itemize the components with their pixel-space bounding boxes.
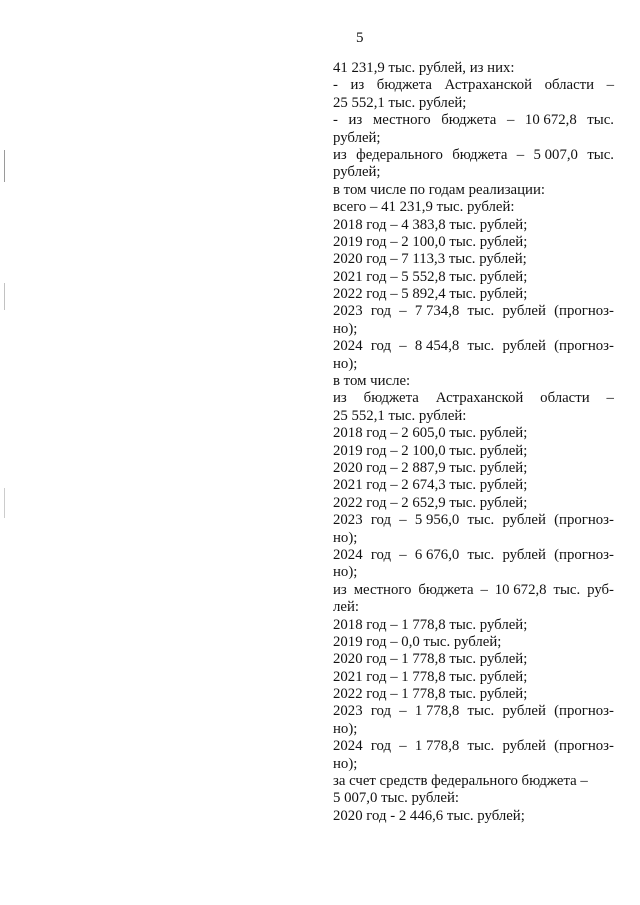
text-fragment: рублей	[502, 303, 546, 320]
text-fragment: области	[544, 77, 595, 94]
text-fragment: Астраханской	[435, 390, 524, 407]
text-fragment: рублей	[502, 512, 546, 529]
text-fragment: 2018 год – 1 778,8 тыс. рублей;	[333, 616, 528, 633]
text-line	[333, 790, 614, 807]
text-fragment: бюджета	[363, 390, 419, 407]
text-line	[333, 460, 614, 477]
text-fragment: местного	[353, 581, 412, 598]
text-line	[333, 321, 614, 338]
text-fragment: 2021 год – 1 778,8 тыс. рублей;	[333, 668, 528, 685]
text-fragment: тыс.	[553, 581, 581, 598]
text-fragment: тыс.	[587, 112, 614, 129]
text-fragment: всего – 41 231,9 тыс. рублей:	[333, 199, 515, 216]
text-fragment: из	[333, 390, 347, 407]
scan-artifact-mark	[4, 488, 5, 518]
text-fragment: (прогноз-	[554, 512, 614, 529]
text-line	[333, 356, 614, 373]
text-fragment: 2021 год – 5 552,8 тыс. рублей;	[333, 268, 528, 285]
text-line	[333, 60, 614, 77]
text-fragment: 2023	[333, 512, 363, 529]
text-line	[333, 669, 614, 686]
text-fragment: 25 552,1 тыс. рублей:	[333, 407, 467, 424]
text-fragment: 10 672,8	[524, 112, 577, 129]
text-line	[333, 425, 614, 442]
text-fragment: тыс.	[467, 738, 495, 755]
text-fragment: -	[333, 112, 338, 129]
text-fragment: –	[399, 512, 407, 529]
text-line	[333, 269, 614, 286]
text-line	[333, 512, 614, 529]
text-fragment: бюджета	[418, 581, 474, 598]
text-fragment: –	[399, 546, 407, 563]
text-fragment: (прогноз-	[554, 303, 614, 320]
text-line	[333, 95, 614, 112]
text-fragment: 10 672,8	[494, 581, 547, 598]
text-fragment: рублей;	[333, 129, 381, 146]
text-line	[333, 582, 614, 599]
text-fragment: в том числе:	[333, 373, 411, 390]
text-fragment: но);	[333, 755, 358, 772]
text-fragment: год	[370, 703, 392, 720]
text-line	[333, 164, 614, 181]
text-fragment: но);	[333, 564, 358, 581]
text-line	[333, 112, 614, 129]
text-line	[333, 530, 614, 547]
text-fragment: бюджета	[452, 146, 508, 163]
text-line	[333, 634, 614, 651]
text-fragment: но);	[333, 355, 358, 372]
text-fragment: год	[370, 338, 392, 355]
text-fragment: (прогноз-	[554, 703, 614, 720]
text-fragment: 2024	[333, 546, 363, 563]
text-fragment: 2018 год – 2 605,0 тыс. рублей;	[333, 425, 528, 442]
text-fragment: тыс.	[467, 303, 495, 320]
text-line	[333, 617, 614, 634]
text-fragment: –	[606, 390, 614, 407]
text-line	[333, 408, 614, 425]
text-fragment: 2024	[333, 338, 363, 355]
text-fragment: 2020 год – 7 113,3 тыс. рублей;	[333, 251, 527, 268]
text-line	[333, 721, 614, 738]
text-line	[333, 303, 614, 320]
text-line	[333, 251, 614, 268]
text-fragment: –	[480, 581, 488, 598]
text-line	[333, 182, 614, 199]
text-line	[333, 147, 614, 164]
text-fragment: 2020 год – 2 887,9 тыс. рублей;	[333, 459, 528, 476]
text-line	[333, 756, 614, 773]
text-fragment: но);	[333, 529, 358, 546]
text-fragment: 2024	[333, 738, 363, 755]
text-line	[333, 286, 614, 303]
text-fragment: за счет средств федерального бюджета –	[333, 773, 588, 790]
text-fragment: но);	[333, 320, 358, 337]
text-fragment: 5 007,0 тыс. рублей:	[333, 790, 460, 807]
text-fragment: 1 778,8	[414, 703, 460, 720]
text-fragment: –	[399, 738, 407, 755]
text-fragment: но);	[333, 720, 358, 737]
text-fragment: 25 552,1 тыс. рублей;	[333, 94, 467, 111]
text-fragment: (прогноз-	[554, 738, 614, 755]
text-fragment: 7 734,8	[414, 303, 460, 320]
page-number: 5	[356, 30, 364, 46]
text-fragment: тыс.	[587, 146, 614, 163]
text-fragment: 1 778,8	[414, 738, 460, 755]
text-line	[333, 338, 614, 355]
text-fragment: рублей;	[333, 164, 381, 181]
text-line	[333, 547, 614, 564]
scan-artifact-mark	[4, 150, 5, 182]
text-line	[333, 703, 614, 720]
text-fragment: лей:	[333, 599, 359, 616]
text-line	[333, 599, 614, 616]
text-line	[333, 77, 614, 94]
text-fragment: 2020 год - 2 446,6 тыс. рублей;	[333, 807, 525, 824]
text-line	[333, 373, 614, 390]
text-fragment: 41 231,9 тыс. рублей, из них:	[333, 60, 515, 76]
text-line	[333, 564, 614, 581]
text-line	[333, 738, 614, 755]
text-line	[333, 199, 614, 216]
text-fragment: 2019 год – 0,0 тыс. рублей;	[333, 633, 502, 650]
text-line	[333, 651, 614, 668]
text-fragment: из	[333, 146, 347, 163]
text-fragment: 5 956,0	[414, 512, 460, 529]
text-fragment: 5 007,0	[533, 146, 578, 163]
text-line	[333, 130, 614, 147]
text-fragment: год	[370, 546, 392, 563]
text-fragment: 2018 год – 4 383,8 тыс. рублей;	[333, 216, 528, 233]
text-fragment: 2023	[333, 303, 363, 320]
text-fragment: –	[506, 112, 515, 129]
text-line	[333, 495, 614, 512]
text-fragment: 2019 год – 2 100,0 тыс. рублей;	[333, 442, 528, 459]
text-fragment: бюджета	[376, 77, 432, 94]
text-fragment: рублей	[502, 738, 546, 755]
text-line	[333, 773, 614, 790]
text-fragment: в том числе по годам реализации:	[333, 181, 545, 198]
text-line	[333, 390, 614, 407]
text-fragment: рублей	[502, 546, 546, 563]
text-line	[333, 217, 614, 234]
text-fragment: области	[540, 390, 590, 407]
text-fragment: 6 676,0	[414, 546, 460, 563]
text-fragment: –	[399, 338, 407, 355]
text-fragment: тыс.	[467, 338, 495, 355]
text-fragment: из	[348, 112, 363, 129]
text-fragment: 2021 год – 2 674,3 тыс. рублей;	[333, 477, 528, 494]
text-line	[333, 443, 614, 460]
text-line	[333, 477, 614, 494]
text-fragment: федерального	[356, 146, 443, 163]
text-fragment: из	[350, 77, 365, 94]
text-fragment: 2022 год – 2 652,9 тыс. рублей;	[333, 494, 528, 511]
text-line	[333, 808, 614, 825]
text-fragment: -	[333, 77, 338, 94]
text-line	[333, 234, 614, 251]
text-line	[333, 686, 614, 703]
text-fragment: –	[606, 77, 614, 94]
text-fragment: тыс.	[467, 703, 495, 720]
text-fragment: (прогноз-	[554, 338, 614, 355]
text-fragment: 2019 год – 2 100,0 тыс. рублей;	[333, 233, 528, 250]
scan-artifact-mark	[4, 283, 5, 310]
text-fragment: тыс.	[467, 546, 495, 563]
document-body-text	[333, 60, 614, 825]
text-fragment: из	[333, 581, 347, 598]
text-fragment: рублей	[502, 703, 546, 720]
text-fragment: Астраханской	[444, 77, 533, 94]
text-fragment: руб-	[587, 581, 614, 598]
text-fragment: 2020 год – 1 778,8 тыс. рублей;	[333, 651, 528, 668]
text-fragment: местного	[372, 112, 431, 129]
text-fragment: рублей	[502, 338, 546, 355]
text-fragment: –	[516, 146, 525, 163]
text-fragment: –	[399, 303, 407, 320]
text-fragment: год	[370, 303, 392, 320]
text-fragment: год	[370, 738, 392, 755]
text-fragment: тыс.	[467, 512, 495, 529]
text-fragment: год	[370, 512, 392, 529]
text-fragment: 8 454,8	[414, 338, 460, 355]
text-fragment: (прогноз-	[554, 546, 614, 563]
text-fragment: 2022 год – 5 892,4 тыс. рублей;	[333, 286, 528, 303]
text-fragment: 2022 год – 1 778,8 тыс. рублей;	[333, 686, 528, 703]
text-fragment: 2023	[333, 703, 363, 720]
text-fragment: бюджета	[441, 112, 497, 129]
text-fragment: –	[399, 703, 407, 720]
